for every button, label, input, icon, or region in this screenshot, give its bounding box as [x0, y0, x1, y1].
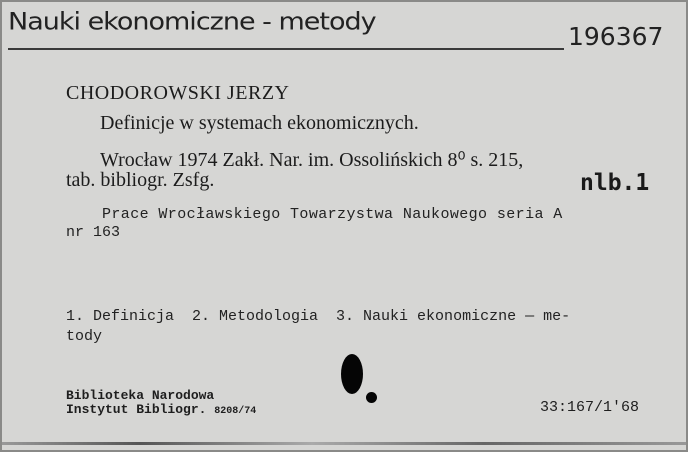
institution-number: 8208/74 — [214, 406, 257, 417]
call-number: 196367 — [568, 22, 664, 51]
institution-line-2 — [66, 402, 256, 417]
imprint-line-2: tab. bibliogr. Zsfg. — [66, 169, 215, 191]
subjects-line-2: tody — [66, 328, 103, 345]
heading-underline — [8, 48, 564, 50]
institution-line-1: Biblioteka Narodowa — [66, 388, 215, 403]
author: CHODOROWSKI JERZY — [66, 82, 290, 104]
title: Definicje w systemach ekonomicznych. — [100, 112, 419, 134]
imprint-line-1: Wrocław 1974 Zakł. Nar. im. Ossolińskich 8⁰ s. 215, — [100, 149, 524, 171]
punch-hole-mark — [366, 392, 377, 403]
institution-name: Instytut Bibliogr. — [66, 402, 207, 417]
subject-heading: Nauki ekonomiczne - metody — [8, 8, 376, 36]
classification-number: 33:167/1'68 — [540, 399, 640, 416]
card-bottom-edge — [2, 442, 688, 445]
series-line-1: Prace Wrocławskiego Towarzystwa Naukowego seria A — [102, 206, 563, 223]
subjects-line-1: 1. Definicja 2. Metodologia 3. Nauki ekonomiczne — me- — [66, 308, 571, 325]
punch-hole — [341, 354, 363, 394]
nlb-mark: nlb.1 — [580, 170, 650, 196]
series-line-2: nr 163 — [66, 224, 121, 241]
